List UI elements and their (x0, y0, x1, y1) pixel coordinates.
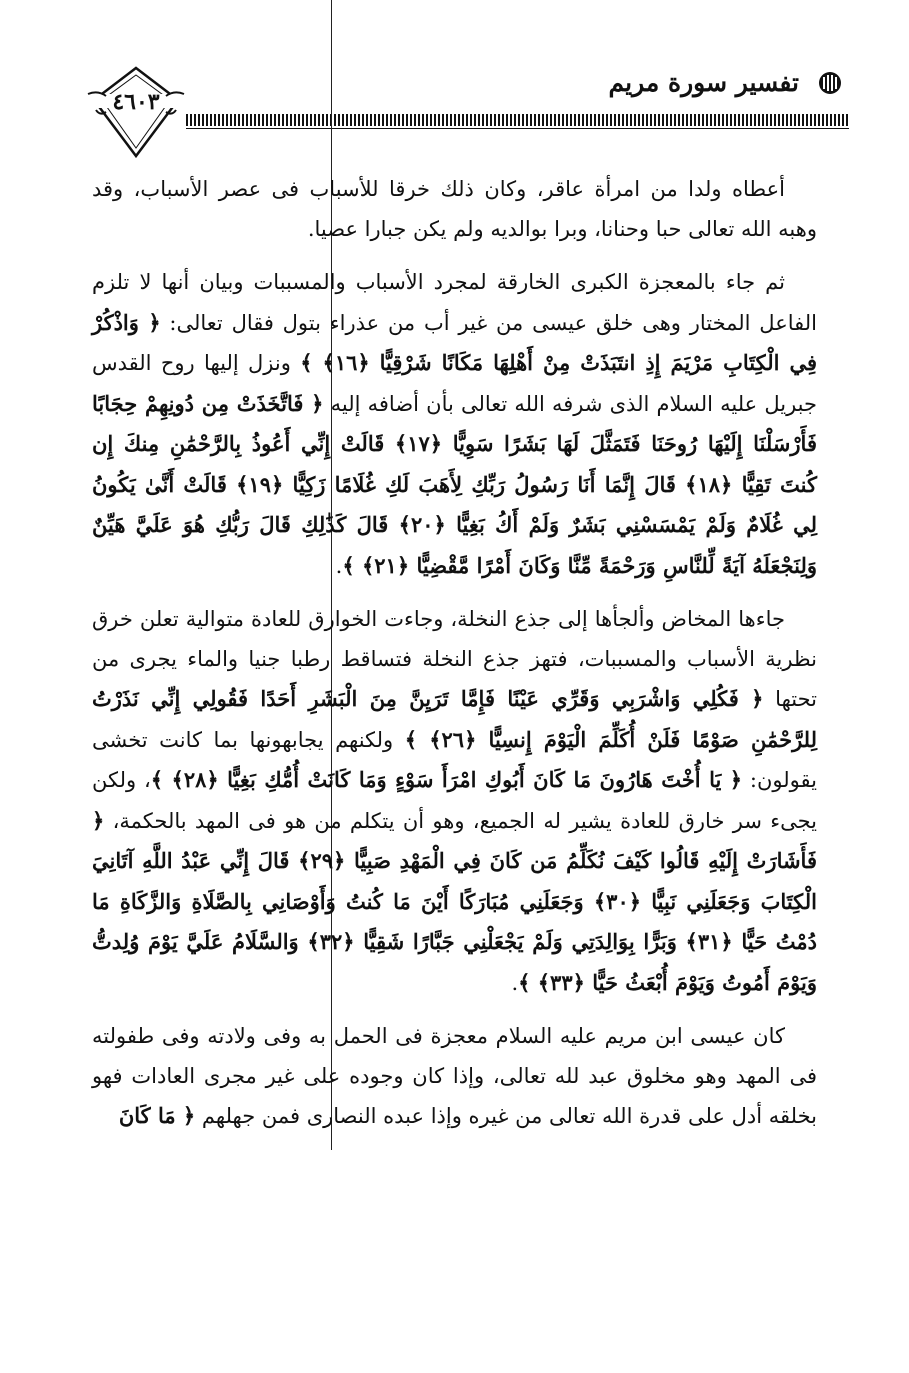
prose-text: ، ولكن يجىء سر خارق للعادة يشير له الجميع، وهو أن يتكلم من هو فى المهد بالحكمة، (92, 768, 817, 833)
prose-text: . (335, 553, 343, 578)
flower-ornament-icon (817, 70, 843, 96)
header-rule (186, 114, 849, 126)
prose-text: كان عيسى ابن مريم عليه السلام معجزة فى الحمل به وفى ولادته وفى طفولته فى المهد وهو مخلوق عبد لله تعالى، وإذا كان وجوده على غير مجرى العادات فهو بخلقه أدل على قدرة الله تعالى من غيره وإذا عبده النصارى فمن جهلهم (92, 1024, 817, 1128)
body-text (92, 170, 817, 1151)
quran-verse: ﴿ فَأَشَارَتْ إِلَيْهِ قَالُوا كَيْفَ نُكَلِّمُ مَن كَانَ فِي الْمَهْدِ صَبِيًّا ﴿٢٩﴾ قَالَ إِنِّي عَبْدُ اللَّهِ آتَانِيَ الْكِتَابَ وَجَعَلَنِي نَبِيًّا ﴿٣٠﴾ وَجَعَلَنِي مُبَارَكًا أَيْنَ مَا كُنتُ وَأَوْصَانِي بِالصَّلَاةِ وَالزَّكَاةِ مَا دُمْتُ حَيًّا ﴿٣١﴾ وَبَرًّا بِوَالِدَتِي وَلَمْ يَجْعَلْنِي جَبَّارًا شَقِيًّا ﴿٣٢﴾ وَالسَّلَامُ عَلَيَّ يَوْمَ وُلِدتُّ وَيَوْمَ أَمُوتُ وَيَوْمَ أُبْعَثُ حَيًّا ﴿٣٣﴾ ﴾ (92, 807, 817, 995)
prose-text: أعطاه ولدا من امرأة عاقر، وكان ذلك خرقا للأسباب فى عصر الأسباب، وقد وهبه الله تعالى حبا وحنانا، وبرا بوالديه ولم يكن جبارا عصيا. (92, 177, 817, 241)
quran-verse: ﴿ وَاذْكُرْ فِي الْكِتَابِ مَرْيَمَ إِذِ انتَبَذَتْ مِنْ أَهْلِهَا مَكَانًا شَرْقِيًّا ﴿١٦﴾ ﴾ (92, 309, 817, 375)
prose-text: ثم جاء بالمعجزة الكبرى الخارقة لمجرد الأسباب والمسببات وبيان أنها لا تلزم الفاعل المختار وهى خلق عيسى من غير أب من عذراء بتول فقال تعالى: (92, 270, 817, 335)
paragraph-1 (92, 170, 817, 249)
running-header-title: تفسير سورة مريم (608, 68, 799, 97)
prose-text: ونزل إليها روح القدس جبريل عليه السلام الذى شرفه الله تعالى بأن أضافه إليه (92, 351, 817, 416)
paragraph-4 (92, 1017, 817, 1137)
quran-verse: ﴿ يَا أُخْتَ هَارُونَ مَا كَانَ أَبُوكِ امْرَأَ سَوْءٍ وَمَا كَانَتْ أُمُّكِ بَغِيًّا ﴿٢٨﴾ ﴾ (150, 767, 743, 792)
page-number: ٤٦٠٣ (112, 89, 160, 115)
prose-text: . (511, 970, 519, 995)
quran-verse: ﴿ فَاتَّخَذَتْ مِن دُونِهِمْ حِجَابًا فَأَرْسَلْنَا إِلَيْهَا رُوحَنَا فَتَمَثَّلَ لَهَا بَشَرًا سَوِيًّا ﴿١٧﴾ قَالَتْ إِنِّي أَعُوذُ بِالرَّحْمَٰنِ مِنكَ إِن كُنتَ تَقِيًّا ﴿١٨﴾ قَالَ إِنَّمَا أَنَا رَسُولُ رَبِّكِ لِأَهَبَ لَكِ غُلَامًا زَكِيًّا ﴿١٩﴾ قَالَتْ أَنَّىٰ يَكُونُ لِي غُلَامٌ وَلَمْ يَمْسَسْنِي بَشَرٌ وَلَمْ أَكُ بَغِيًّا ﴿٢٠﴾ قَالَ كَذَٰلِكِ قَالَ رَبُّكِ هُوَ عَلَيَّ هَيِّنٌ وَلِنَجْعَلَهُ آيَةً لِّلنَّاسِ وَرَحْمَةً مِّنَّا وَكَانَ أَمْرًا مَّقْضِيًّا ﴿٢١﴾ ﴾ (92, 390, 817, 578)
quran-verse: ﴿ فَكُلِي وَاشْرَبِي وَقَرِّي عَيْنًا فَإِمَّا تَرَيِنَّ مِنَ الْبَشَرِ أَحَدًا فَقُولِي إِنِّي نَذَرْتُ لِلرَّحْمَٰنِ صَوْمًا فَلَنْ أُكَلِّمَ الْيَوْمَ إِنسِيًّا ﴿٢٦﴾ ﴾ (92, 686, 818, 752)
paragraph-2 (92, 263, 817, 586)
quran-verse: ﴿ مَا كَانَ (118, 1103, 196, 1128)
paragraph-3 (92, 600, 817, 1003)
prose-text: ولكنهم يجابهونها بما كانت تخشى يقولون: (92, 727, 817, 792)
prose-text: جاءها المخاض وألجأها إلى جذع النخلة، وجاءت الخوارق للعادة متوالية تعلن خرق نظرية الأسباب والمسببات، فتهز جذع النخلة فتساقط رطبا جنيا والماء يجرى من تحتها (92, 607, 817, 711)
